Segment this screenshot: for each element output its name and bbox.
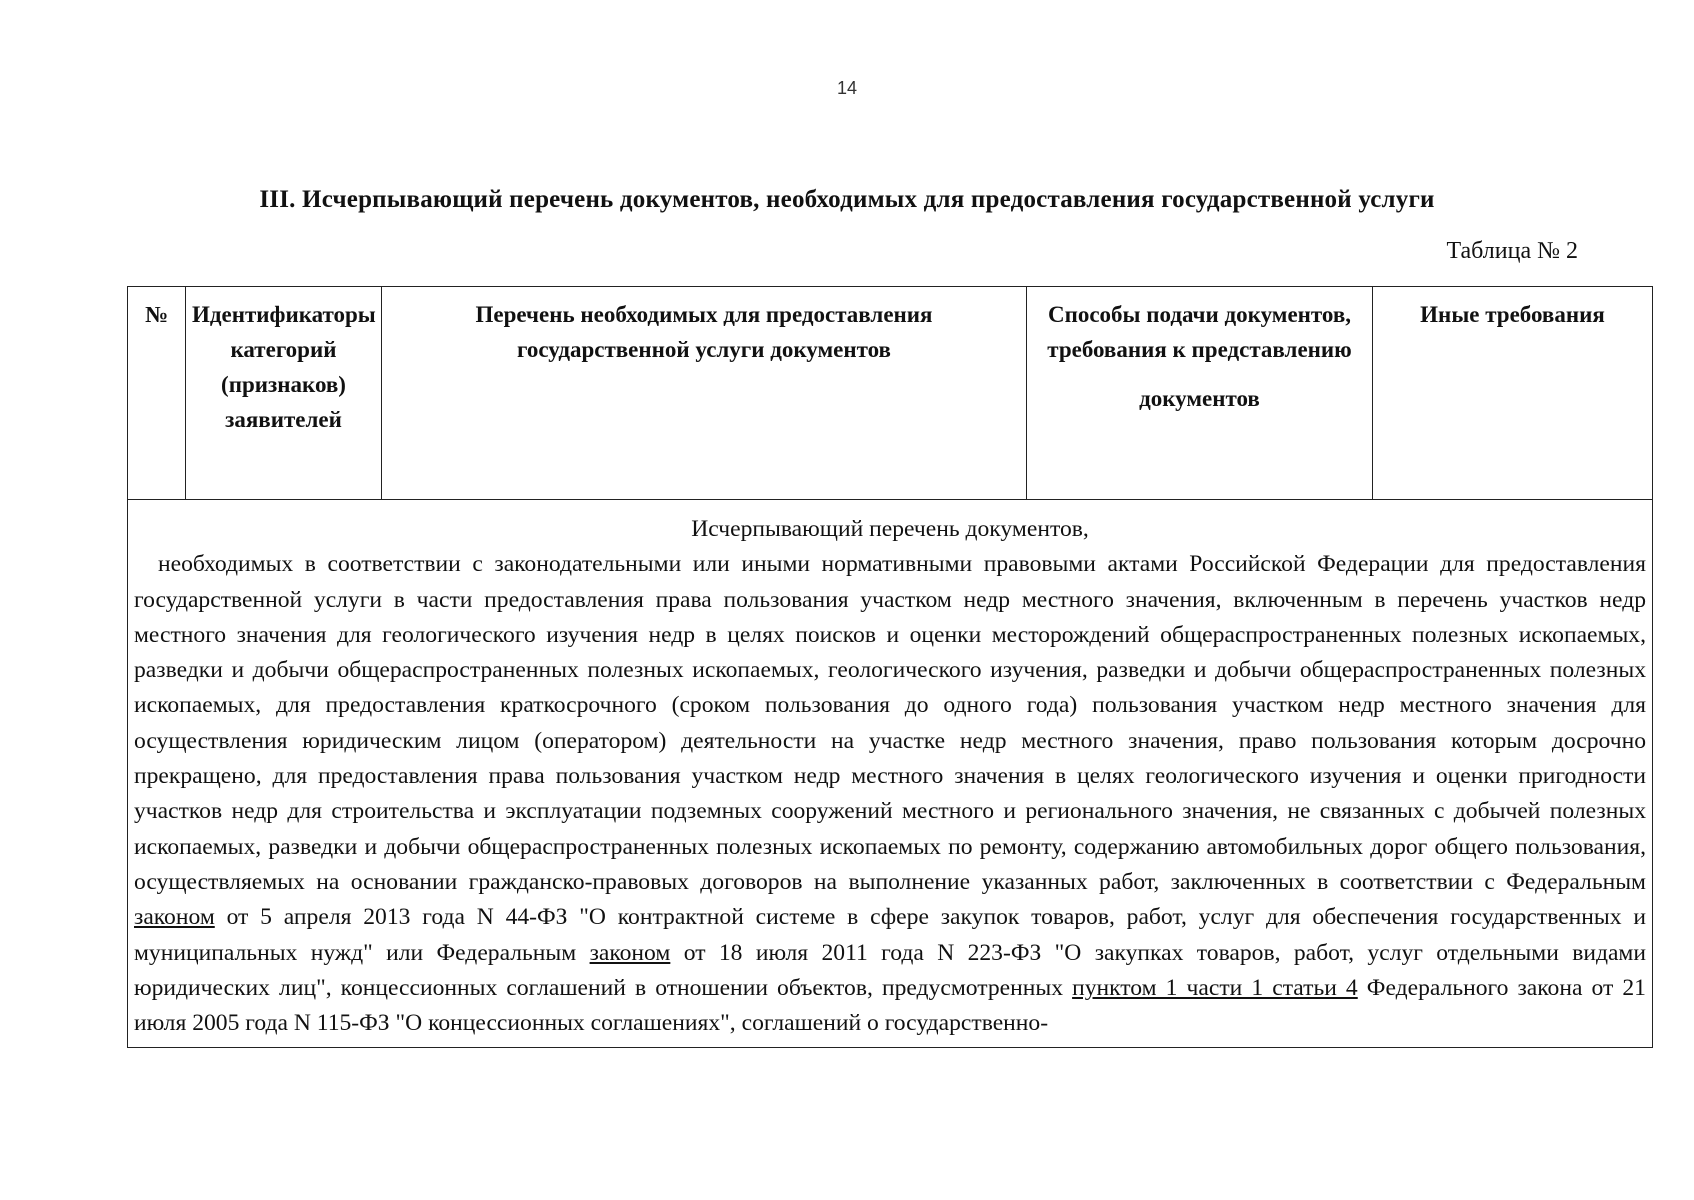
page-number: 14	[836, 78, 858, 98]
header-applicant-categories: Идентификаторы категорий (признаков) заявителей	[186, 287, 382, 500]
body-text-part: от 18 июля 2011 года N 223-ФЗ "О закупках товаров, работ, услуг отдельными видами юридических лиц", концессионных соглашений в отношении объектов, предусмотренных	[134, 939, 1646, 1001]
header-other-requirements: Иные требования	[1373, 287, 1653, 500]
header-number: №	[128, 287, 186, 500]
law-link[interactable]: законом	[589, 939, 671, 966]
body-text	[134, 547, 1646, 1041]
header-submission-methods-line1: Способы подачи документов, требования к представлению	[1047, 302, 1352, 362]
documents-table	[127, 286, 1653, 1048]
law-link[interactable]: законом	[134, 904, 215, 931]
body-text-part: от 5 апреля 2013 года N 44-ФЗ "О контрактной системе в сфере закупок товаров, работ, услуг для обеспечения государственных и муниципальных нужд" или Федеральным	[134, 904, 1646, 966]
section-title: III. Исчерпывающий перечень документов, необходимых для предоставления государственной услуги	[259, 186, 1435, 213]
header-submission-methods-line2: документов	[1139, 386, 1260, 411]
body-text-part: Федерального закона от 21 июля 2005 года N 115-ФЗ "О концессионных соглашениях", соглашений о государственно-	[134, 974, 1646, 1037]
table-body-cell	[128, 500, 1653, 1048]
header-documents-list: Перечень необходимых для предоставления государственной услуги документов	[382, 287, 1027, 500]
table-row	[128, 500, 1653, 1048]
body-text-part: необходимых в соответствии с законодательными или иными нормативными правовыми актами Российской Федерации для предоставления государственной услуги в части предоставления права пользования участком недр местного значения, включенным в перечень участков недр местного значения для геологического изучения недр в целях поисков и оценки месторождений общераспространенных полезных ископаемых, разведки и добычи общераспространенных полезных ископаемых, геологического изучения, разведки и добычи общераспространенных полезных ископаемых, для предоставления краткосрочного (сроком пользования до одного года) пользования участком недр местного значения для осуществления юридическим лицом (оператором) деятельности на участке недр местного значения, право пользования которым досрочно прекращено, для предоставления права пользования участком недр местного значения в целях геологического изучения и оценки пригодности участков недр для строительства и эксплуатации подземных сооружений местного и регионального значения, не связанных с добычей полезных ископаемых, разведки и добычи общераспространенных полезных ископаемых по ремонту, содержанию автомобильных дорог общего пользования, осуществляемых на основании гражданско-правовых договоров на выполнение указанных работ, заключенных в соответствии с Федеральным	[134, 551, 1646, 895]
table-header-row	[128, 287, 1653, 500]
article-link[interactable]: пунктом 1 части 1 статьи 4	[1072, 974, 1358, 1001]
body-heading: Исчерпывающий перечень документов,	[691, 516, 1089, 542]
table-caption: Таблица № 2	[1446, 238, 1578, 264]
header-submission-methods	[1027, 287, 1373, 500]
